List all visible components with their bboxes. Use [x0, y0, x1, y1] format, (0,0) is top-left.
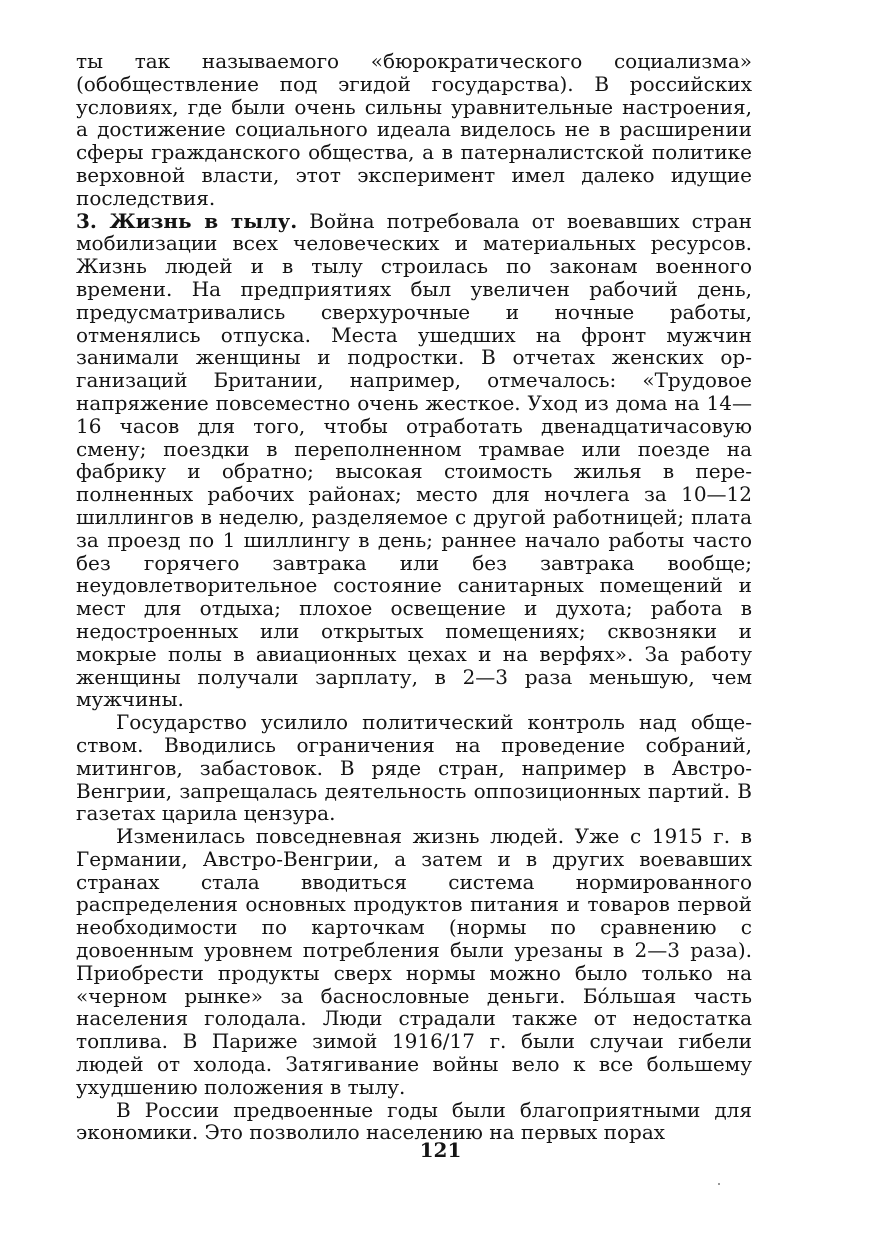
- page-number: 121: [419, 1138, 462, 1162]
- paragraph-text: В России предвоенные годы были благоприятными для экономики. Это позволило населению на первых порах: [76, 1097, 752, 1145]
- paragraph-daily-life: [76, 825, 752, 1099]
- paragraph-text: Государство усилило политический контроль над обществом. Вводились ограничения на проведение собраний, митингов, забастовок. В ряде стран, например в Австро-Венгрии, запрещалась деятельность оппозиционных партий. В газетах царила цензура.: [76, 710, 752, 826]
- paragraph-text: Война потребовала от воевавших стран мобилизации всех человеческих и материальных ресурсов. Жизнь людей и в тылу строилась по законам военного времени. На предприятиях был увеличен рабочий день, предусматривались сверхурочные и ночные работы, отменялись отпуска. Места ушедших на фронт мужчин занимали женщины и подростки. В отчетах женских организаций Британии, например, отмечалось: «Трудовое напряжение повсеместно очень жесткое. Уход из дома на 14—16 часов для того, чтобы отработать двенадцатичасовую смену; поездки в переполненном трамвае или поезде на фабрику и обратно; высокая стоимость жилья в переполненных рабочих районах; место для ночлега за 10—12 шиллингов в неделю, разделяемое с другой работницей; плата за проезд по 1 шиллингу в день; раннее начало работы часто без горячего завтрака или без завтрака вообще; неудовлетворительное состояние санитарных помещений и мест для отдыха; плохое освещение и духота; работа в недостроенных или открытых помещениях; сквозняки и мокрые полы в авиационных цехах и на верфях». За работу женщины получали зарплату, в 2—3 раза меньшую, чем мужчины.: [76, 208, 752, 712]
- paragraph-section-3: [76, 210, 752, 712]
- paragraph-text: Изменилась повседневная жизнь людей. Уже с 1915 г. в Германии, Австро-Венгрии, а затем и в других воевавших странах стала вводиться система нормированного распределения основных продуктов питания и товаров первой необходимости по карточкам (нормы по сравнению с довоенным уровнем потребления были урезаны в 2—3 раза). Приобрести продукты сверх нормы можно было только на «черном рынке» за баснословные деньги. Бо́льшая часть населения голодала. Люди страдали также от недостатка топлива. В Париже зимой 1916/17 г. были случаи гибели людей от холода. Затягивание войны вело к все большему ухудшению положения в тылу.: [76, 824, 752, 1099]
- scan-speck: [718, 1183, 720, 1185]
- paragraph-state-control: [76, 711, 752, 825]
- paragraph-continuation: [76, 50, 752, 210]
- paragraph-text: ты так называемого «бюрократического социализма» (обобществление под эгидой государства). В российских условиях, где были очень сильны уравнительные настроения, а достижение социального идеала виделось не в расширении сферы гражданского общества, а в патерналистской политике верховной власти, этот эксперимент имел далеко идущие последствия.: [76, 49, 752, 210]
- text-column: [76, 50, 752, 1144]
- section-heading: 3. Жизнь в тылу.: [76, 208, 298, 233]
